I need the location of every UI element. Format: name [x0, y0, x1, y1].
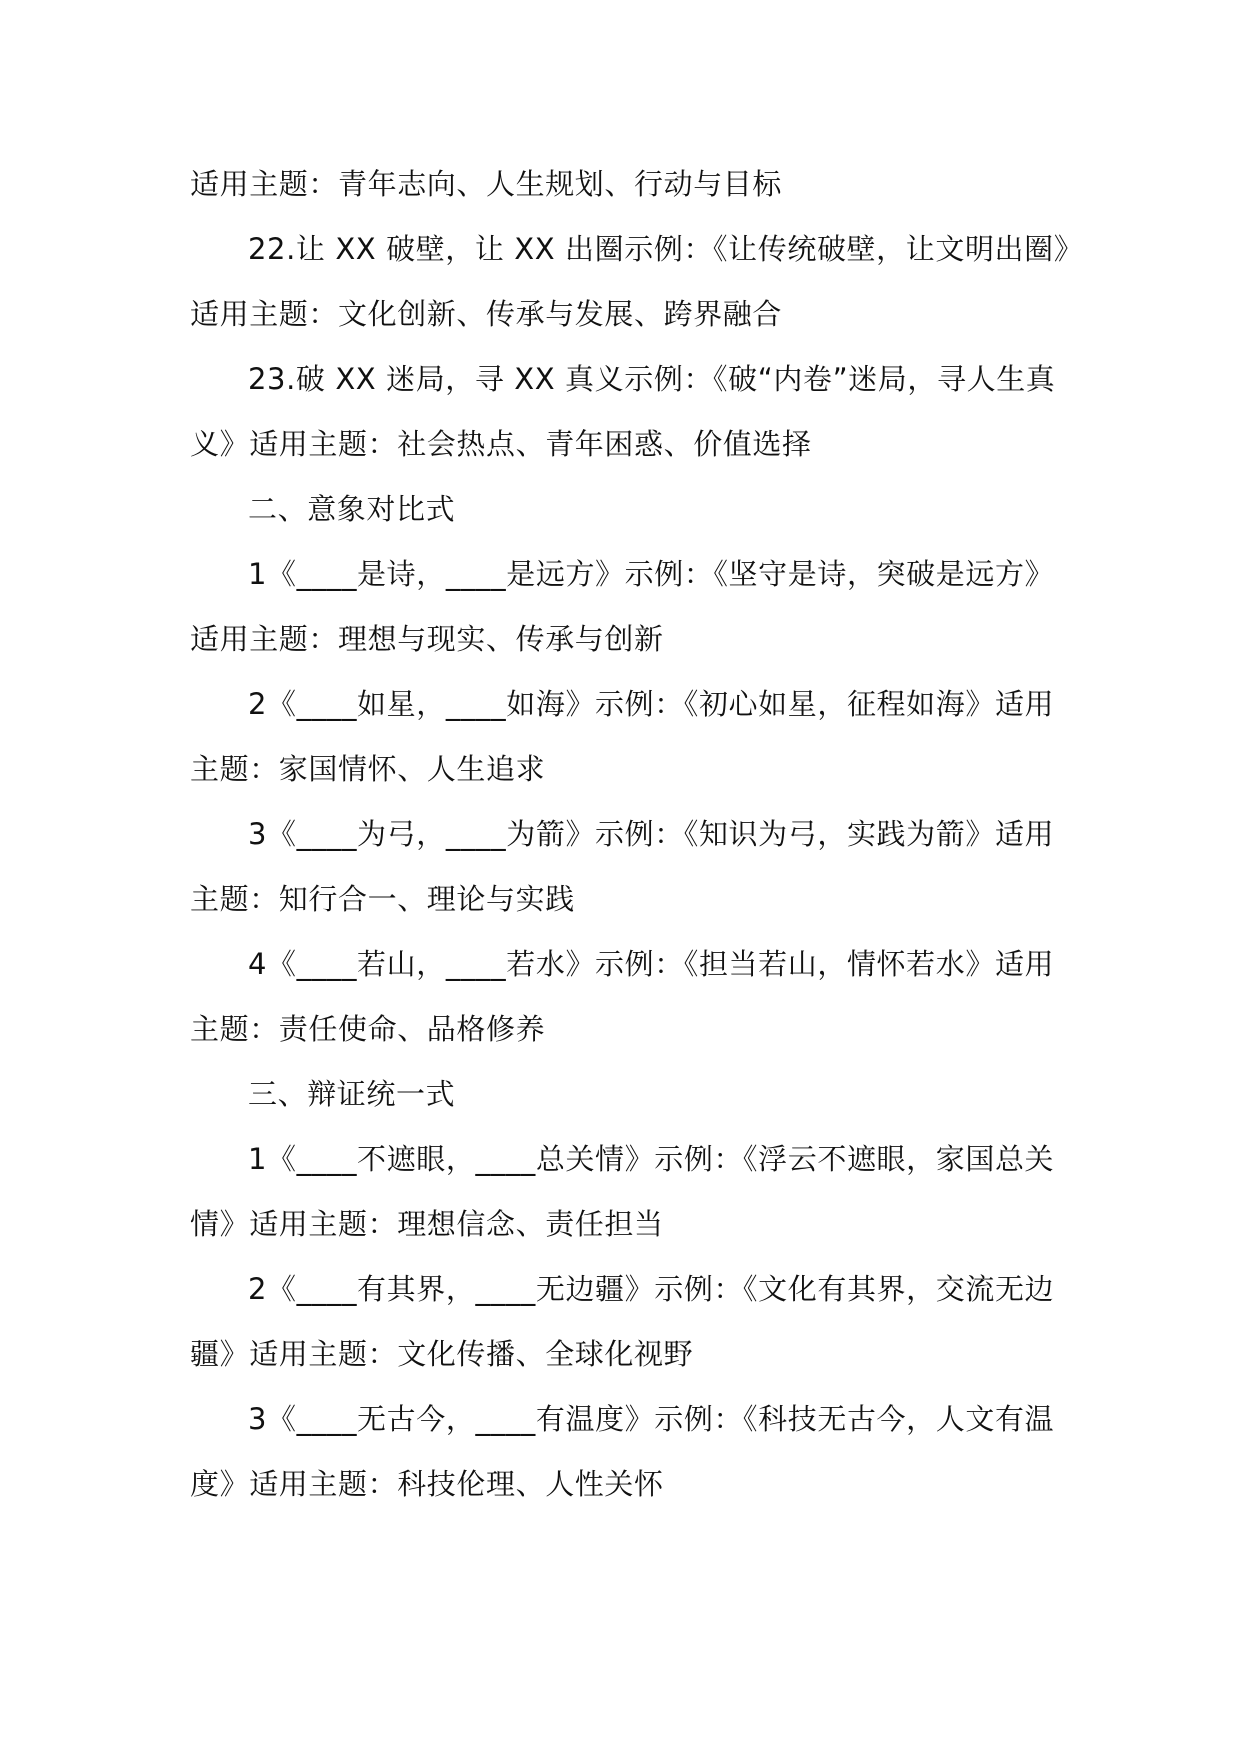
- text-line: 情》适用主题：理想信念、责任担当: [190, 1207, 664, 1241]
- text-line: 度》适用主题：科技伦理、人性关怀: [190, 1467, 664, 1501]
- text-line: 3《____为弓，____为箭》示例：《知识为弓，实践为箭》适用: [248, 817, 1055, 851]
- text-line: 适用主题：理想与现实、传承与创新: [190, 622, 664, 656]
- text-line: 主题：家国情怀、人生追求: [190, 752, 546, 786]
- text-line: 2《____有其界，____无边疆》示例：《文化有其界，交流无边: [248, 1272, 1055, 1306]
- document-body: [190, 152, 1084, 1517]
- text-line: 义》适用主题：社会热点、青年困惑、价值选择: [190, 427, 812, 461]
- text-line: 疆》适用主题：文化传播、全球化视野: [190, 1337, 694, 1371]
- text-line: 1《____不遮眼，____总关情》示例：《浮云不遮眼，家国总关: [248, 1142, 1055, 1176]
- text-line: 4《____若山，____若水》示例：《担当若山，情怀若水》适用: [248, 947, 1055, 981]
- text-line: 1《____是诗，____是远方》示例：《坚守是诗，突破是远方》: [248, 557, 1055, 591]
- text-line: 适用主题：文化创新、传承与发展、跨界融合: [190, 297, 783, 331]
- text-line: 2《____如星，____如海》示例：《初心如星，征程如海》适用: [248, 687, 1055, 721]
- section-heading: 三、辩证统一式: [248, 1077, 456, 1111]
- text-line: 3《____无古今，____有温度》示例：《科技无古今，人文有温: [248, 1402, 1055, 1436]
- text-line: 主题：知行合一、理论与实践: [190, 882, 575, 916]
- section-heading: 二、意象对比式: [248, 492, 456, 526]
- text-line: 适用主题：青年志向、人生规划、行动与目标: [190, 167, 783, 201]
- text-line: 主题：责任使命、品格修养: [190, 1012, 546, 1046]
- text-line: 23.破 XX 迷局，寻 XX 真义示例：《破“内卷”迷局，寻人生真: [248, 362, 1056, 396]
- text-line: 22.让 XX 破壁，让 XX 出圈示例：《让传统破壁，让文明出圈》: [248, 232, 1084, 266]
